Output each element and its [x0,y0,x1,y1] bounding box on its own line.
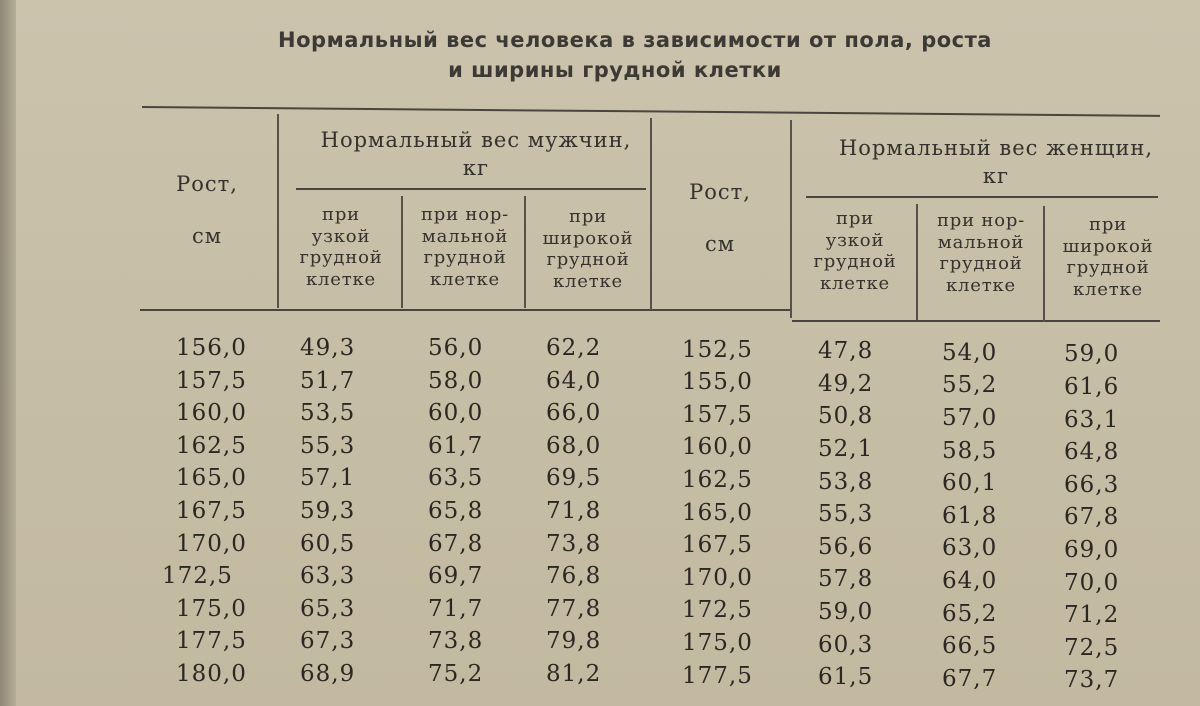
women-height-unit: см [704,232,736,256]
women-height-cell: 167,5 [682,532,753,559]
men-narrow-cell: 53,5 [300,400,356,427]
men-height-header [142,170,272,250]
women-narrow-line-4: клетке [820,272,890,294]
women-normal-cell: 55,2 [942,372,998,399]
men-height-cell: 180,0 [176,661,247,687]
men-normal-cell: 56,0 [428,335,484,361]
women-wide-cell: 72,5 [1064,634,1120,661]
women-wide-line-4: клетке [1073,278,1143,300]
women-group-unit: кг [982,164,1010,188]
header-bottom-rule-left [140,309,792,311]
men-normal-header [405,204,525,290]
men-wide-cell: 76,8 [546,563,602,590]
men-normal-cell: 58,0 [428,367,484,394]
men-wide-cell: 62,2 [546,335,602,361]
table-title-line-1: Нормальный вес человека в зависимости от пола, роста [278,28,992,52]
men-normal-line-4: клетке [430,268,500,290]
women-normal-cell: 64,0 [942,568,998,594]
men-wide-cell: 71,8 [546,498,602,524]
women-normal-cell: 57,0 [942,405,998,431]
divider-men-height [277,114,279,308]
women-narrow-line-3: грудной [813,251,897,272]
women-normal-line-1: при нор- [936,210,1026,231]
women-height-cell: 172,5 [682,597,753,624]
men-normal-cell: 60,0 [428,400,484,427]
women-height-cell: 152,5 [682,336,753,363]
women-height-cell: 155,0 [682,369,753,396]
women-narrow-header [796,208,914,294]
men-group-rule [296,188,646,190]
men-height-cell: 156,0 [176,335,247,361]
men-normal-line-1: при нор- [420,204,510,225]
women-height-cell: 177,5 [682,662,753,689]
women-narrow-cell: 50,8 [818,403,874,430]
women-narrow-cell: 47,8 [818,338,874,365]
women-weight-group-header [806,134,1186,190]
women-height-cell: 175,0 [682,630,753,656]
men-group-label: Нормальный вес мужчин, [320,128,632,152]
men-height-unit: см [191,224,223,248]
men-normal-cell: 73,8 [428,628,484,655]
divider-men-narrow [401,196,403,308]
men-height-cell: 170,0 [176,530,247,557]
women-height-cell: 160,0 [682,434,753,461]
men-narrow-cell: 55,3 [300,432,356,459]
men-height-cell: 160,0 [176,400,247,427]
men-height-cell: 177,5 [176,628,247,655]
women-wide-cell: 63,1 [1064,406,1120,433]
women-wide-cell: 66,3 [1064,471,1120,498]
divider-women-normal [1043,206,1045,322]
women-normal-line-3: грудной [939,253,1023,274]
men-normal-line-3: грудной [423,247,507,268]
men-narrow-line-4: клетке [306,268,376,290]
women-wide-cell: 70,0 [1064,569,1120,596]
women-wide-line-3: грудной [1066,257,1150,278]
men-wide-cell: 64,0 [546,367,602,394]
women-narrow-cell: 55,3 [818,501,874,528]
women-narrow-cell: 57,8 [818,566,874,593]
men-wide-header [528,206,648,292]
men-wide-cell: 79,8 [546,628,602,655]
women-height-label: Рост, [689,180,751,204]
men-narrow-line-3: грудной [299,247,383,268]
women-normal-cell: 63,0 [942,535,998,562]
women-height-cell: 170,0 [682,564,753,591]
men-normal-cell: 69,7 [428,563,484,590]
divider-women-height [790,120,792,318]
women-group-label: Нормальный вес женщин, [838,136,1154,160]
table-top-rule [142,106,1160,116]
women-height-cell: 165,0 [682,499,753,526]
men-wide-cell: 68,0 [546,432,602,459]
men-wide-cell: 81,2 [546,661,602,687]
divider-women-narrow [916,204,918,320]
women-narrow-line-2: узкой [825,229,885,251]
women-narrow-cell: 59,0 [818,599,874,625]
women-wide-cell: 59,0 [1064,341,1120,368]
women-narrow-line-1: при [836,208,874,229]
women-normal-cell: 58,5 [942,437,998,464]
men-narrow-line-2: узкой [311,225,371,247]
men-wide-line-4: клетке [553,270,623,292]
men-normal-cell: 65,8 [428,498,484,524]
women-normal-cell: 54,0 [942,339,998,366]
men-narrow-header [282,204,400,290]
men-normal-cell: 75,2 [428,661,484,687]
women-wide-cell: 73,7 [1064,667,1120,694]
men-wide-line-2: широкой [542,227,634,249]
men-wide-line-3: грудной [546,249,630,270]
men-height-cell: 167,5 [176,498,247,524]
women-height-cell: 157,5 [682,401,753,428]
women-narrow-cell: 60,3 [818,631,874,658]
men-weight-group-header [296,126,656,182]
men-narrow-cell: 68,9 [300,661,356,687]
women-wide-cell: 64,8 [1064,439,1120,466]
women-narrow-cell: 52,1 [818,436,874,462]
men-height-cell: 172,5 [162,563,233,590]
men-narrow-cell: 67,3 [300,628,356,655]
women-normal-header [920,210,1042,296]
women-normal-cell: 61,8 [942,502,998,529]
women-narrow-cell: 56,6 [818,533,874,560]
women-wide-cell: 61,6 [1064,374,1120,400]
women-normal-cell: 66,5 [942,633,998,660]
men-narrow-cell: 65,3 [300,595,356,622]
men-normal-cell: 71,7 [428,595,484,622]
men-height-label: Рост, [176,172,238,196]
men-narrow-cell: 49,3 [300,335,356,361]
women-normal-cell: 65,2 [942,600,998,627]
men-group-unit: кг [462,156,490,180]
women-normal-cell: 60,1 [942,470,998,497]
women-wide-line-1: при [1089,214,1127,235]
men-wide-cell: 66,0 [546,400,602,427]
women-height-cell: 162,5 [682,467,753,493]
men-wide-cell: 77,8 [546,595,602,622]
women-narrow-cell: 49,2 [818,370,874,397]
men-normal-cell: 63,5 [428,465,484,492]
men-height-cell: 165,0 [176,465,247,492]
men-normal-line-2: мальной [421,225,509,247]
women-wide-cell: 71,2 [1064,602,1120,629]
men-narrow-cell: 57,1 [300,465,356,492]
women-group-rule [806,196,1158,198]
women-wide-cell: 69,0 [1064,537,1120,563]
women-wide-cell: 67,8 [1064,504,1120,531]
table-title-line-2: и ширины грудной клетки [448,58,782,82]
men-height-cell: 162,5 [176,432,247,459]
women-normal-line-2: мальной [937,231,1025,253]
women-narrow-cell: 53,8 [818,468,874,495]
men-height-cell: 175,0 [176,595,247,622]
women-wide-header [1046,214,1170,300]
men-narrow-cell: 63,3 [300,563,356,590]
men-wide-cell: 73,8 [546,530,602,557]
header-bottom-rule-right [792,320,1160,322]
men-narrow-line-1: при [322,204,360,225]
men-normal-cell: 61,7 [428,432,484,459]
men-wide-cell: 69,5 [546,465,602,492]
men-narrow-cell: 59,3 [300,498,356,524]
men-height-cell: 157,5 [176,367,247,394]
women-normal-line-4: клетке [946,274,1016,296]
women-height-header [655,178,785,258]
women-normal-cell: 67,7 [942,665,998,692]
women-narrow-cell: 61,5 [818,664,874,691]
men-narrow-cell: 51,7 [300,367,356,394]
men-normal-cell: 67,8 [428,530,484,557]
men-narrow-cell: 60,5 [300,530,356,557]
women-wide-line-2: широкой [1062,235,1154,257]
men-wide-line-1: при [569,206,607,227]
